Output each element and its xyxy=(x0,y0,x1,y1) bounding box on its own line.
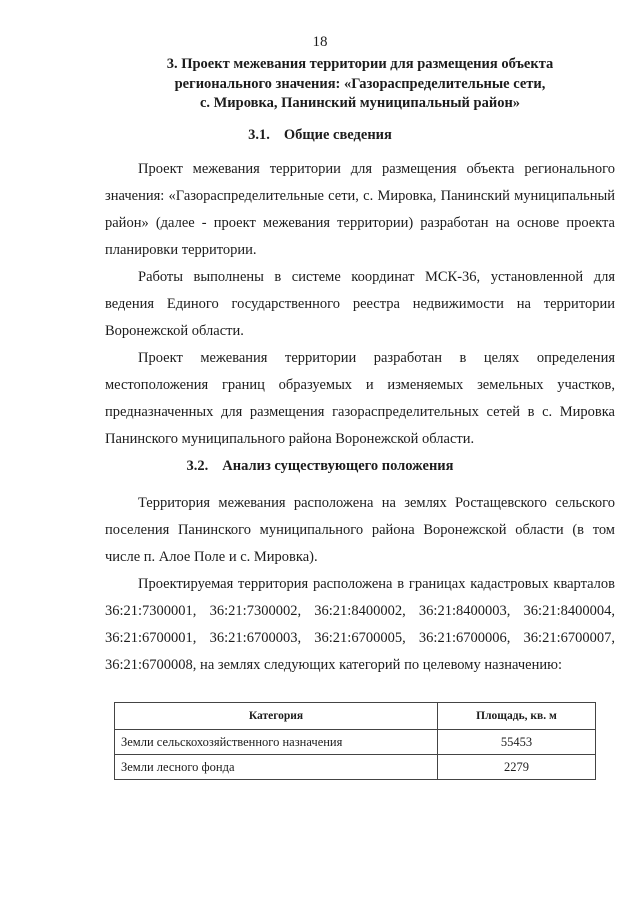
area-cell: 2279 xyxy=(438,755,596,780)
title-line-1: 3. Проект межевания территории для размещения объекта xyxy=(166,56,554,72)
page-number: 18 xyxy=(312,34,328,50)
title-line-3: с. Мировка, Панинский муниципальный район» xyxy=(199,95,521,111)
paragraph: Территория межевания расположена на землях Ростащевского сельского поселения Панинского муниципального района Воронежской области (в том числе п. Алое Поле и с. Мировка). xyxy=(105,495,615,565)
section-title xyxy=(100,55,620,114)
paragraph: Проект межевания территории для размещения объекта регионального значения: «Газораспределительные сети, с. Мировка, Панинский муниципальный район» (далее - проект межевания территории) разработан на основе проекта планировки территории. xyxy=(105,161,615,258)
subsection-heading-general xyxy=(0,127,640,144)
subsection-heading-analysis xyxy=(0,458,640,475)
table-header-row xyxy=(115,703,596,730)
table-row xyxy=(115,730,596,755)
title-line-2: регионального значения: «Газораспределительные сети, xyxy=(174,75,546,92)
subsection-number: 3.2. xyxy=(186,458,209,474)
category-cell: Земли сельскохозяйственного назначения xyxy=(115,730,438,755)
subsection-number: 3.1. xyxy=(248,127,270,143)
column-header-category: Категория xyxy=(115,703,438,730)
column-header-area: Площадь, кв. м xyxy=(438,703,596,730)
subsection-title: Анализ существующего положения xyxy=(222,458,454,474)
land-category-table xyxy=(114,702,596,780)
category-cell: Земли лесного фонда xyxy=(115,755,438,780)
subsection-title: Общие сведения xyxy=(283,127,392,143)
paragraph: Проект межевания территории разработан в целях определения местоположения границ образуемых и изменяемых земельных участков, предназначенных для размещения газораспределительных сетей в с. Мировка Панинского муниципального района Воронежской области. xyxy=(105,350,615,447)
area-cell: 55453 xyxy=(438,730,596,755)
paragraph: Проектируемая территория расположена в границах кадастровых кварталов 36:21:7300001, 36:21:7300002, 36:21:8400002, 36:21:8400003, 36:21:8400004, 36:21:6700001, 36:21:6700003, 36:21:6700005, 36:21:6700006, 36:21:6700007, 36:21:6700008, на землях следующих категорий по целевому назначению: xyxy=(105,576,615,673)
paragraph: Работы выполнены в системе координат МСК-36, установленной для ведения Единого государственного реестра недвижимости на территории Воронежской области. xyxy=(105,269,615,339)
table-row xyxy=(115,755,596,780)
